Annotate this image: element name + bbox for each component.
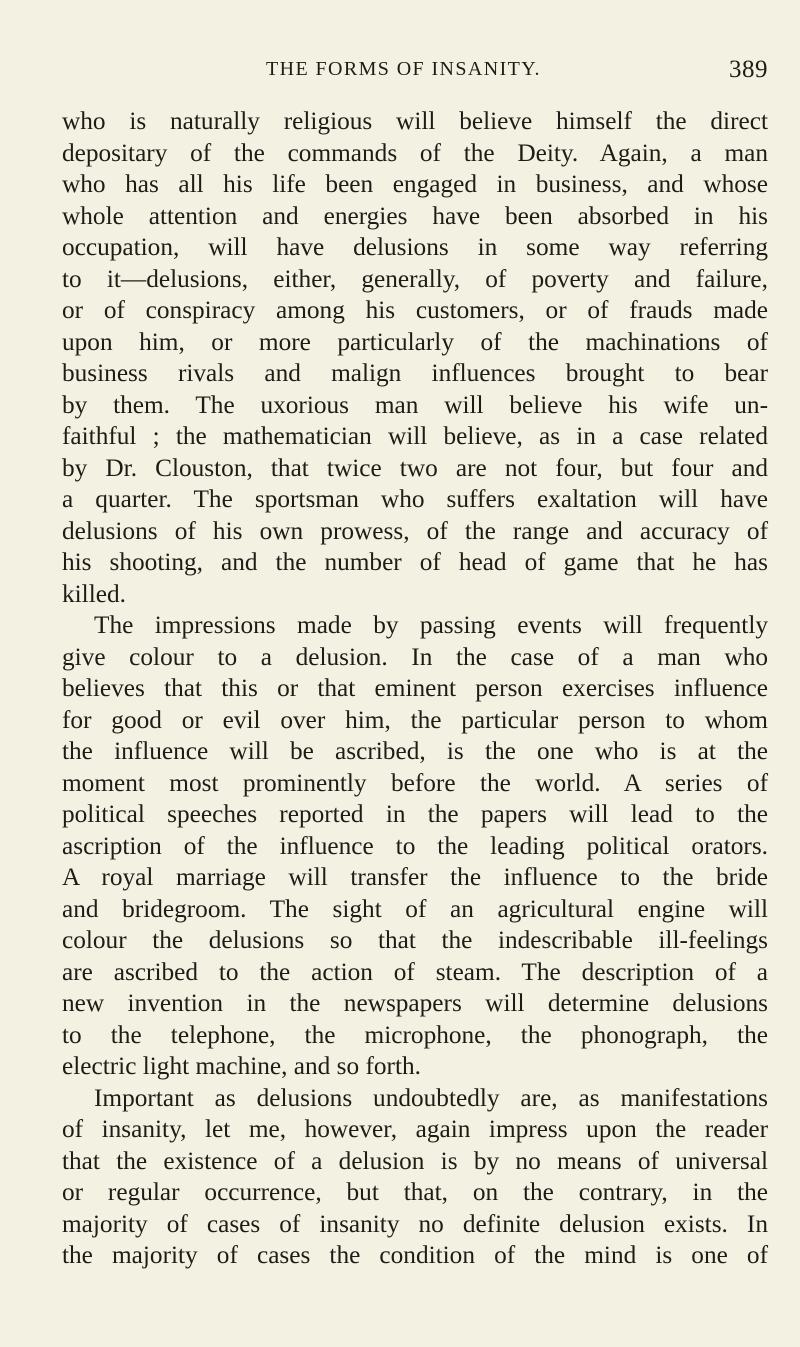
running-title: THE FORMS OF INSANITY. (266, 58, 541, 80)
text-line: for good or evil over him, the particular person to whom (62, 705, 768, 734)
text-line: who is naturally religious will believe himself the direct (62, 107, 768, 135)
text-line: the influence will be ascribed, is the one who is at the (62, 737, 768, 765)
text-line: a quarter. The sportsman who suffers exaltation will have (62, 485, 768, 513)
text-line: depositary of the commands of the Deity. Again, a man (62, 138, 768, 167)
text-line: delusions of his own prowess, of the range and accuracy of (62, 516, 768, 545)
page-number: 389 (729, 56, 768, 83)
text-line: who has all his life been engaged in business, and whose (62, 170, 768, 198)
text-line: that the existence of a delusion is by no means of universal (62, 1146, 768, 1175)
text-line: by them. The uxorious man will believe his wife un- (62, 390, 768, 419)
text-line: occupation, will have delusions in some way referring (62, 233, 768, 261)
text-line: are ascribed to the action of steam. The description of a (62, 957, 768, 986)
text-line: moment most prominently before the world. A series of (62, 768, 768, 797)
text-line: upon him, or more particularly of the machinations of (62, 327, 768, 356)
text-line: A royal marriage will transfer the influence to the bride (62, 863, 768, 891)
text-line: his shooting, and the number of head of game that he has (62, 548, 768, 576)
text-line: or regular occurrence, but that, on the contrary, in the (62, 1178, 768, 1206)
body-text (62, 106, 768, 1306)
text-line: electric light machine, and so forth. (62, 1052, 421, 1080)
text-line: to it—delusions, either, generally, of poverty and failure, (62, 264, 768, 293)
text-line: or of conspiracy among his customers, or of frauds made (62, 296, 768, 324)
text-line: ascription of the influence to the leading political orators. (62, 831, 768, 860)
text-line: colour the delusions so that the indescribable ill-feelings (62, 926, 768, 954)
text-line: by Dr. Clouston, that twice two are not four, but four and (62, 453, 768, 482)
text-line: faithful ; the mathematician will believe, as in a case related (62, 422, 768, 450)
text-line: to the telephone, the microphone, the phonograph, the (62, 1020, 768, 1049)
text-line: the majority of cases the condition of the mind is one of (62, 1241, 768, 1269)
text-line: majority of cases of insanity no definite delusion exists. In (62, 1209, 768, 1238)
text-line: killed. (62, 579, 126, 608)
paragraph-first-line: The impressions made by passing events will frequently (94, 611, 768, 639)
text-line: political speeches reported in the papers will lead to the (62, 800, 768, 828)
text-line: of insanity, let me, however, again impress upon the reader (62, 1115, 768, 1143)
text-line: whole attention and energies have been absorbed in his (62, 201, 768, 230)
text-line: and bridegroom. The sight of an agricultural engine will (62, 894, 768, 923)
text-line: new invention in the newspapers will determine delusions (62, 989, 768, 1017)
text-line: business rivals and malign influences brought to bear (62, 359, 768, 387)
running-head (62, 58, 768, 88)
paragraph-first-line: Important as delusions undoubtedly are, as manifestations (94, 1083, 768, 1112)
text-line: believes that this or that eminent person exercises influence (62, 674, 768, 702)
text-line: give colour to a delusion. In the case of a man who (62, 642, 768, 671)
